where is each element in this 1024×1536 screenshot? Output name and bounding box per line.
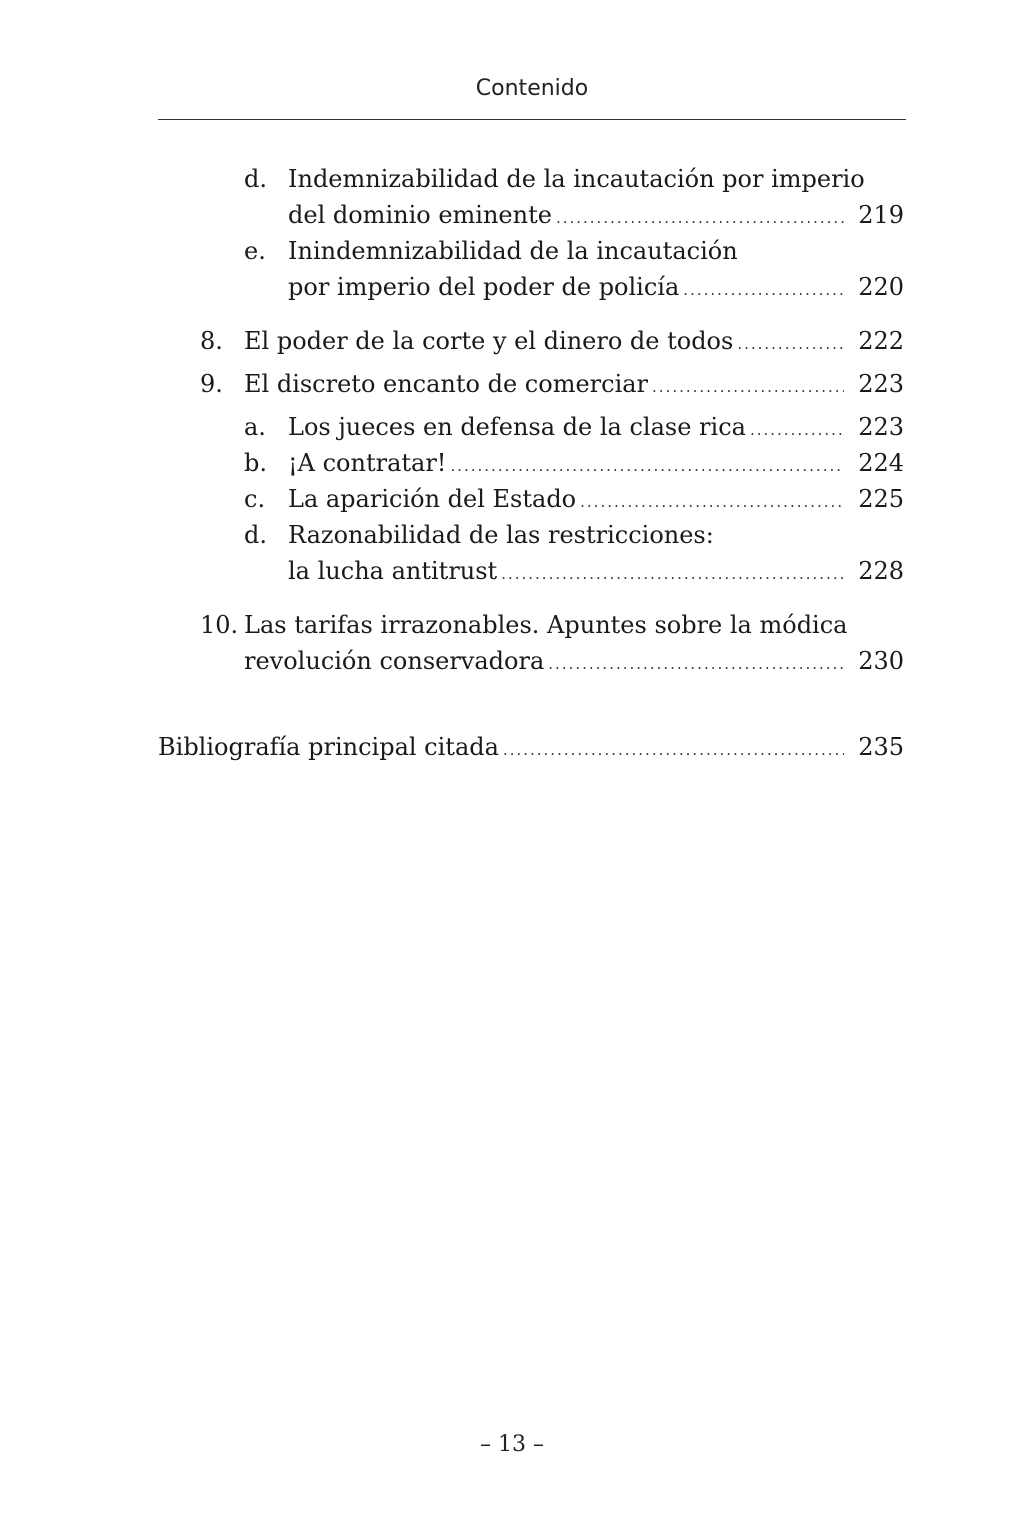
toc-entry-page: 230	[858, 647, 904, 675]
toc-entry-marker: b.	[244, 449, 267, 477]
toc-entry-text: Indemnizabilidad de la incautación por imperio	[288, 165, 865, 193]
toc-entry-text: por imperio del poder de policía	[288, 273, 680, 301]
toc-entry-bibliografia	[158, 729, 904, 765]
toc-entry-marker: 8.	[200, 327, 223, 355]
toc-entry-d-line1	[244, 161, 904, 197]
toc-entry-d-line2	[288, 197, 904, 233]
toc-entry-page: 220	[858, 273, 904, 301]
toc-entry-text: La aparición del Estado	[288, 485, 577, 513]
toc-entry-text: la lucha antitrust	[288, 557, 498, 585]
dot-leader	[652, 369, 844, 405]
toc-entry-marker: a.	[244, 413, 266, 441]
toc-entry-page: 235	[858, 733, 904, 761]
toc-entry-9	[200, 366, 904, 402]
toc-entry-marker: 10.	[200, 611, 239, 639]
toc-entry-page: 224	[858, 449, 904, 477]
toc-entry-text: Razonabilidad de las restricciones:	[288, 521, 714, 549]
toc-entry-text: Las tarifas irrazonables. Apuntes sobre la módica	[244, 611, 848, 639]
dot-leader	[580, 484, 844, 520]
toc-entry-page: 222	[858, 327, 904, 355]
dot-leader	[503, 732, 844, 768]
page-number: – 13 –	[480, 1432, 544, 1457]
toc-entry-text: El discreto encanto de comerciar	[244, 370, 649, 398]
toc-entry-marker: 9.	[200, 370, 223, 398]
toc-entry-text: revolución conservadora	[244, 647, 545, 675]
toc-entry-page: 228	[858, 557, 904, 585]
toc-entry-text: ¡A contratar!	[288, 449, 447, 477]
toc-entry-8	[200, 323, 904, 359]
dot-leader	[683, 272, 844, 308]
dot-leader	[450, 448, 844, 484]
header-rule	[158, 119, 906, 120]
toc-entry-marker: e.	[244, 237, 266, 265]
toc-entry-d2-line1	[244, 517, 904, 553]
toc-entry-text: del dominio eminente	[288, 201, 552, 229]
toc-entry-a	[244, 409, 904, 445]
toc-entry-page: 225	[858, 485, 904, 513]
toc-entry-marker: c.	[244, 485, 266, 513]
toc-entry-page: 219	[858, 201, 904, 229]
dot-leader	[737, 326, 844, 362]
dot-leader	[501, 556, 844, 592]
toc-entry-marker: d.	[244, 165, 267, 193]
toc-entry-page: 223	[858, 370, 904, 398]
dot-leader	[548, 646, 844, 682]
running-head: Contenido	[475, 76, 589, 101]
toc-entry-e-line2	[288, 269, 904, 305]
toc-entry-c	[244, 481, 904, 517]
toc-entry-10-line1	[200, 607, 904, 643]
toc-entry-10-line2	[244, 643, 904, 679]
toc-entry-text: Bibliografía principal citada	[158, 733, 499, 761]
toc-entry-b	[244, 445, 904, 481]
toc-entry-page: 223	[858, 413, 904, 441]
toc-entry-text: Inindemnizabilidad de la incautación	[288, 237, 738, 265]
toc-entry-text: El poder de la corte y el dinero de todos	[244, 327, 734, 355]
dot-leader	[556, 200, 844, 236]
toc-entry-marker: d.	[244, 521, 267, 549]
toc-entry-text: Los jueces en defensa de la clase rica	[288, 413, 746, 441]
toc-entry-d2-line2	[288, 553, 904, 589]
dot-leader	[750, 412, 844, 448]
toc-entry-e-line1	[244, 233, 904, 269]
